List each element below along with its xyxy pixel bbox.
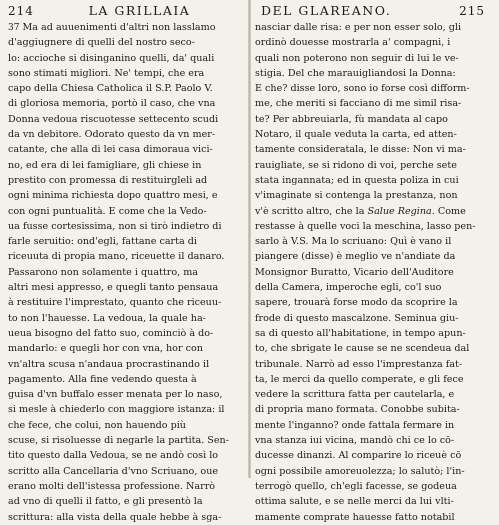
left-text-line (8, 66, 243, 81)
left-line-text: scritto alla Cancellaria d'vno Scriuano, oue (8, 465, 219, 477)
right-line-text: piangere (disse) è meglio ve n'andiate da (255, 251, 456, 263)
left-text-line (8, 510, 243, 525)
left-line-text: Donna vedoua riscuotesse settecento scudi (8, 113, 219, 125)
left-text-line (8, 35, 243, 50)
right-line-text: stata ingannata; ed in questa poliza in cui (255, 174, 459, 186)
left-text-line (8, 479, 243, 494)
right-line-text: vedere la scrittura fatta per cautelarla, e (255, 389, 455, 401)
left-text-line (8, 112, 243, 127)
right-text-line (255, 311, 493, 326)
right-line-text: vna stanza iui vicina, mandò chi ce lo cō- (255, 435, 455, 447)
left-text-line (8, 81, 243, 96)
right-line-text: tribunale. Narrò ad esso l'imprestanza fat- (255, 358, 463, 370)
left-line-text: ogni minima richiesta dopo quattro mesi, e (8, 190, 218, 202)
left-text-line (8, 20, 243, 35)
left-text-line (8, 204, 243, 219)
left-text-line (8, 433, 243, 448)
right-line-text: sarlo à V.S. Ma lo scriuano: Quì è vano il (255, 236, 452, 248)
left-text-line (8, 341, 243, 356)
right-text-line (255, 66, 493, 81)
right-line-text: restasse à quelle voci la meschina, lasso pen- (255, 220, 476, 232)
left-text-line (8, 127, 243, 142)
left-line-text: ueua bisogno del fatto suo, cominciò à do- (8, 327, 214, 339)
left-line-text: Ma ad auuenimenti d'altri non lasslamo (22, 22, 216, 33)
right-line-text: della Camera, imperoche egli, co'l suo (255, 282, 442, 294)
right-line-text: v'è scritto altro, che la Salue Regina. Come (255, 205, 466, 217)
right-line-text: v'imaginate si contenga la prestanza, non (255, 190, 458, 202)
right-text-line (255, 326, 493, 341)
left-running-title: LA GRILLAIA (88, 3, 191, 18)
right-text-line (255, 96, 493, 111)
right-line-text: stigia. Del che marauigliandosi la Donna: (255, 67, 456, 79)
left-text-line (8, 234, 243, 249)
right-text-line (255, 372, 493, 387)
right-running-title: DEL GLAREANO. (261, 3, 392, 18)
left-line-text: che fece, che colui, non hauendo più (8, 419, 186, 431)
left-text-line (8, 280, 243, 295)
right-page (251, 0, 499, 523)
right-line-text: Notaro, il quale veduta la carta, ed atten- (255, 129, 457, 141)
left-line-text: capo della Chiesa Catholica il S.P. Paolo V. (8, 83, 213, 95)
left-line-text: mandarlo: e quegli hor con vna, hor con (8, 343, 203, 355)
right-running-head (255, 4, 493, 18)
left-line-text: scrittura: alla vista della quale hebbe à sga- (8, 511, 222, 523)
left-line-text: tito questo dalla Vedoua, se ne andò così lo (8, 450, 219, 462)
left-text-line (8, 448, 243, 463)
left-page-number: 214 (8, 4, 34, 18)
left-line-text: no, ed era di lei famigliare, gli chiese in (8, 159, 202, 171)
left-text-line (8, 295, 243, 310)
left-text-line (8, 219, 243, 234)
right-text-line (255, 81, 493, 96)
left-page (0, 0, 249, 523)
left-line-text: catante, che alla di lei casa dimoraua vici- (8, 144, 213, 156)
right-line-text: frode di questo mascalzone. Seminua giu- (255, 312, 459, 324)
left-line-text: ad vno di quelli il fatto, e gli presentò la (8, 496, 203, 508)
right-line-text: ducesse dinanzi. Al comparire lo riceuè cō (255, 450, 462, 462)
left-text-line (8, 173, 243, 188)
right-page-number: 215 (459, 4, 485, 18)
right-line-text: quali non poterono non seguir di lui le ve- (255, 52, 459, 64)
right-text-line (255, 249, 493, 264)
right-text-line (255, 448, 493, 463)
right-text-line (255, 402, 493, 417)
left-text-line (8, 402, 243, 417)
right-line-text: to, che sbrigate le cause se ne scendeua dal (255, 343, 470, 355)
left-running-head (8, 4, 243, 18)
left-text-line (8, 142, 243, 157)
right-text-line (255, 494, 493, 509)
right-line-text: ta, le merci da quello comperate, e gli fece (255, 373, 464, 385)
right-line-text: me, che meriti si facciano di me simil risa- (255, 98, 462, 110)
right-line-text: ordinò douesse mostrarla a' compagni, i (255, 37, 451, 49)
left-line-text: con ogni puntualità. E come che la Vedo- (8, 205, 207, 217)
right-line-text: nasciar dalle risa: e per non esser solo, gli (255, 22, 462, 33)
left-line-text: riceuuta di propia mano, riceuette il danaro. (8, 251, 225, 263)
right-text-line (255, 219, 493, 234)
left-line-text: vn'altra scusa n'andaua procrastinando il (8, 358, 210, 370)
right-text-line (255, 295, 493, 310)
left-text-line (8, 51, 243, 66)
right-text-line (255, 173, 493, 188)
left-line-text: da vn debitore. Odorato questo da vn mer- (8, 129, 216, 141)
right-text-line (255, 51, 493, 66)
right-line-text: te? Per abbreuiarla, fù mandata al capo (255, 113, 448, 125)
right-line-text: mamente comprate hauesse fatto notabil (255, 511, 455, 523)
right-text-line (255, 433, 493, 448)
left-text-line (8, 326, 243, 341)
right-text-line (255, 112, 493, 127)
right-text-line (255, 387, 493, 402)
right-line-text: ottima salute, e se nelle merci da lui vlti- (255, 496, 454, 508)
italic-title: Salue Regina (367, 205, 432, 217)
right-text-line (255, 142, 493, 157)
right-text-line (255, 234, 493, 249)
left-text-line (8, 387, 243, 402)
left-text-line (8, 372, 243, 387)
left-text-line (8, 464, 243, 479)
right-line-text: E che? disse loro, sono io forse così difform- (255, 83, 470, 95)
right-text-line (255, 35, 493, 50)
left-text-line (8, 418, 243, 433)
left-line-text: Passarono non solamente i quattro, ma (8, 266, 199, 278)
left-text-line (8, 188, 243, 203)
right-line-text: rauigliate, se si ridono di voi, perche sete (255, 159, 457, 171)
right-text-line (255, 510, 493, 525)
paragraph-number: 37 (8, 23, 20, 33)
left-line-text: à restituire l'imprestato, quanto che riceuu- (8, 297, 222, 309)
left-line-text: erano molti dell'istessa professione. Narrò (8, 480, 216, 492)
right-text-line (255, 280, 493, 295)
right-text-line (255, 341, 493, 356)
left-line-text: sono stimati migliori. Ne' tempi, che era (8, 67, 205, 79)
left-line-text: prestito con promessa di restituirgleli ad (8, 174, 208, 186)
left-line-text: lo: accioche si disinganino quelli, da' quali (8, 52, 215, 64)
left-text-line (8, 311, 243, 326)
left-line-text: pagamento. Alla fine vedendo questa à (8, 373, 197, 385)
left-text-line (8, 265, 243, 280)
left-text-line (8, 96, 243, 111)
left-line-text: ua fusse cortesissima, non si tirò indietro di (8, 220, 222, 232)
right-text-line (255, 265, 493, 280)
right-text-line (255, 127, 493, 142)
right-text-line (255, 479, 493, 494)
left-line-text: farle seruitio: ond'egli, fattane carta di (8, 236, 197, 248)
right-text-line (255, 464, 493, 479)
left-text-line (8, 158, 243, 173)
right-text-block (255, 20, 493, 525)
right-line-text: Monsignor Buratto, Vicario dell'Auditore (255, 266, 454, 278)
left-line-text: di gloriosa memoria, portò il caso, che vna (8, 98, 216, 110)
left-line-text: d'aggiugnere di quelli del nostro seco- (8, 37, 195, 49)
right-text-line (255, 204, 493, 219)
right-text-line (255, 357, 493, 372)
left-line-text: altri mesi appresso, e quegli tanto pensaua (8, 282, 219, 294)
left-text-line (8, 494, 243, 509)
right-line-text: tamente consideratala, le disse: Non vi ma- (255, 144, 466, 156)
left-line-text: scuse, si risoluesse di negarle la partita. Sen- (8, 435, 229, 447)
right-line-text: di propria mano formata. Conobbe subita- (255, 404, 460, 416)
right-line-text: terrogò quello, ch'egli facesse, se godeua (255, 480, 457, 492)
left-text-line (8, 249, 243, 264)
left-line-text: si mesle à chiederlo con maggiore istanza: il (8, 404, 225, 416)
right-line-text: sapere, trouarà forse modo da scoprire la (255, 297, 458, 309)
right-text-line (255, 188, 493, 203)
right-text-line (255, 20, 493, 35)
left-line-text: guisa d'vn buffalo esser menata per lo naso, (8, 389, 223, 401)
left-line-text: to non l'hauesse. La vedoua, la quale ha- (8, 312, 206, 324)
left-text-line (8, 357, 243, 372)
right-text-line (255, 418, 493, 433)
right-text-line (255, 158, 493, 173)
left-text-block (8, 20, 243, 525)
right-line-text: sa di questo all'habitatione, in tempo apun- (255, 327, 466, 339)
right-line-text: ogni possibile amoreuolezza; lo salutò; l'in- (255, 465, 465, 477)
right-line-text: mente l'inganno? onde fattala fermare in (255, 419, 455, 431)
